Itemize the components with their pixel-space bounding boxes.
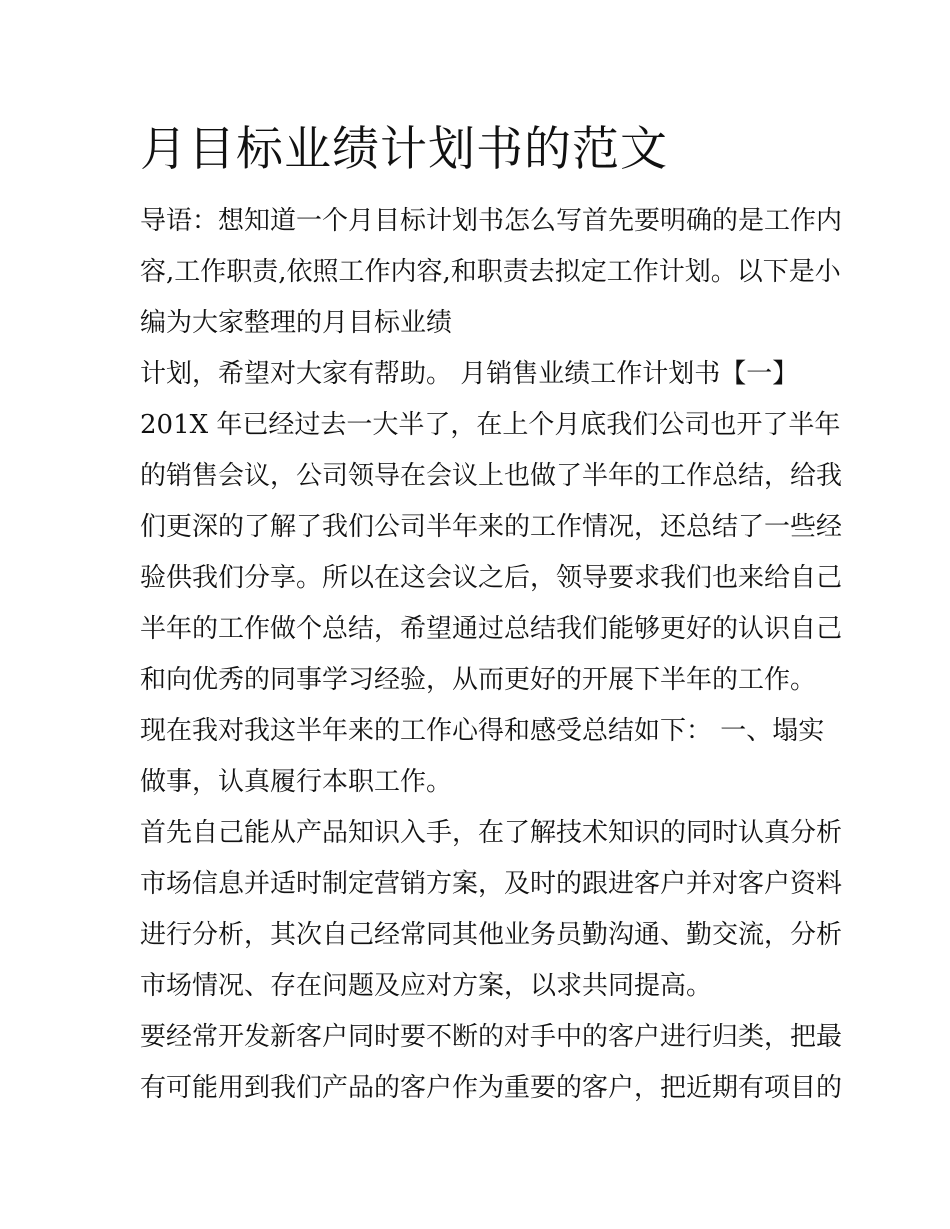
- text-line: 现在我对我这半年来的工作心得和感受总结如下： 一、塌实: [140, 716, 825, 746]
- text-line: 计划，希望对大家有帮助。 月销售业绩工作计划书【一】: [140, 359, 799, 389]
- text-line: 201X 年已经过去一大半了，在上个月底我们公司也开了半年: [140, 410, 841, 440]
- text-line: 的销售会议，公司领导在会议上也做了半年的工作总结，给我: [140, 461, 843, 491]
- text-line: 市场信息并适时制定营销方案，及时的跟进客户并对客户资料: [140, 869, 843, 899]
- document-title: 月目标业绩计划书的范文: [140, 122, 668, 177]
- text-line: 编为大家整理的月目标业绩: [140, 308, 453, 338]
- document-body: [140, 196, 843, 1114]
- text-line: 要经常开发新客户同时要不断的对手中的客户进行归类，把最: [140, 1022, 843, 1052]
- text-line: 做事，认真履行本职工作。: [140, 767, 453, 797]
- text-line: 市场情况、存在问题及应对方案，以求共同提高。: [140, 971, 713, 1001]
- text-line: 导语：想知道一个月目标计划书怎么写首先要明确的是工作内: [140, 206, 843, 236]
- text-line: 有可能用到我们产品的客户作为重要的客户，把近期有项目的: [140, 1073, 843, 1103]
- text-line: 首先自己能从产品知识入手，在了解技术知识的同时认真分析: [140, 818, 843, 848]
- text-line: 容,工作职责,依照工作内容,和职责去拟定工作计划。以下是小: [140, 257, 841, 287]
- text-line: 验供我们分享。所以在这会议之后，领导要求我们也来给自己: [140, 563, 843, 593]
- text-line: 半年的工作做个总结，希望通过总结我们能够更好的认识自己: [140, 614, 843, 644]
- text-line: 和向优秀的同事学习经验，从而更好的开展下半年的工作。: [140, 665, 817, 695]
- text-line: 进行分析，其次自己经常同其他业务员勤沟通、勤交流，分析: [140, 920, 843, 950]
- text-line: 们更深的了解了我们公司半年来的工作情况，还总结了一些经: [140, 512, 843, 542]
